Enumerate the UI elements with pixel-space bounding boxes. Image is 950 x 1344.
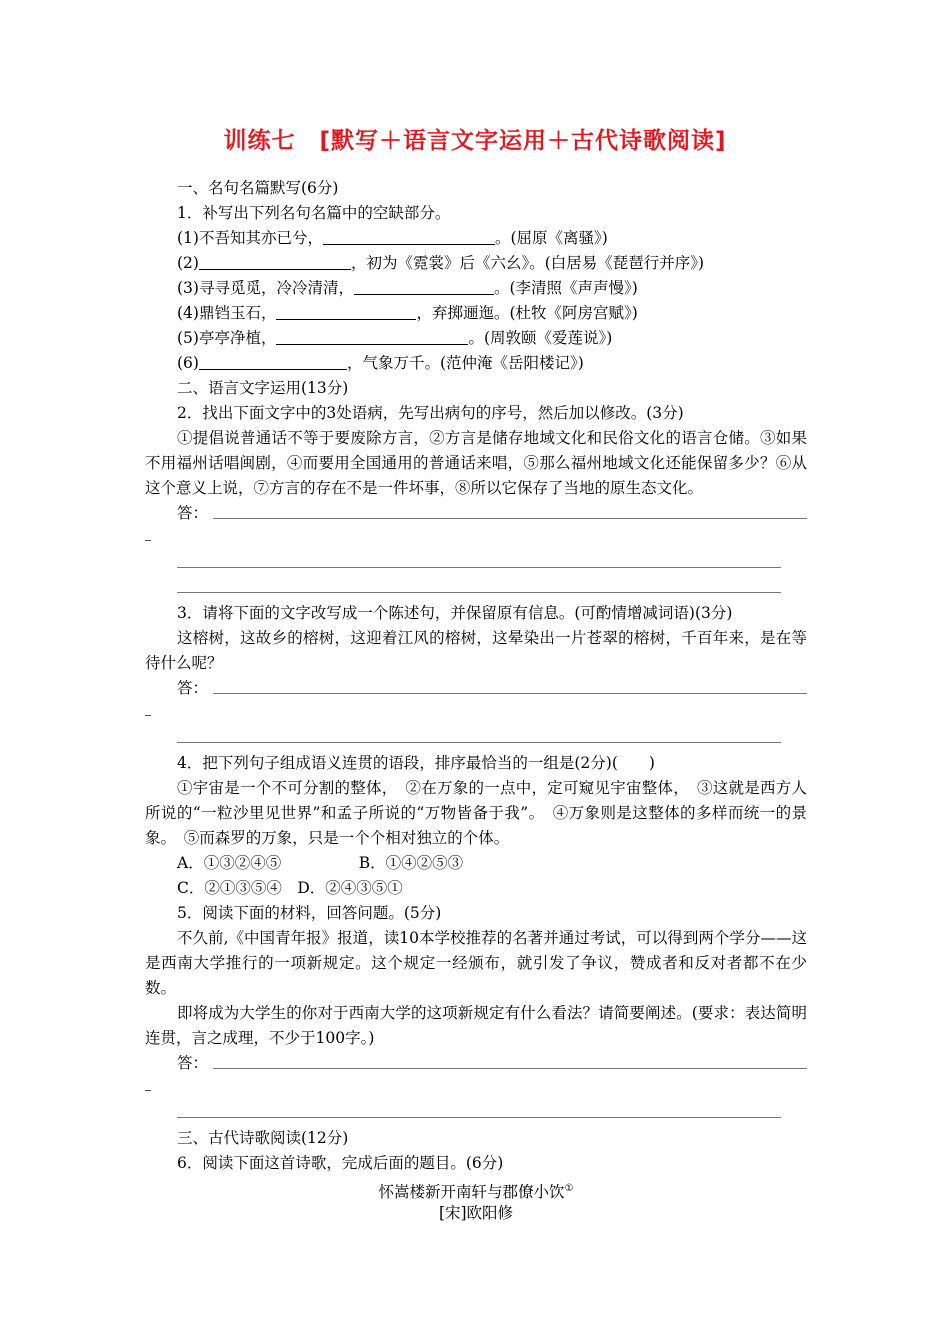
answer-line[interactable] — [145, 576, 807, 601]
page-title: 训练七 [默写＋语言文字运用＋古代诗歌阅读] — [223, 128, 727, 154]
question-5-material: 不久前,《中国青年报》报道，读10本学校推荐的名著并通过考试，可以得到两个学分——这是西南大学推行的一项新规定。这个规定一经颁布，就引发了争议，赞成者和反对者都不在少数。 — [145, 929, 807, 997]
fill-item-5: (5)亭亭净植， 。(周敦颐《爱莲说》) — [177, 329, 613, 347]
answer-blank[interactable] — [276, 328, 468, 345]
line-dash — [145, 1076, 807, 1101]
answer-line[interactable] — [145, 1051, 807, 1076]
line-dash — [145, 701, 807, 726]
answer-blank[interactable] — [199, 253, 351, 270]
section-heading: 一、名句名篇默写(6分) — [177, 179, 339, 197]
footnote-marker: ① — [564, 1183, 574, 1194]
poem-author: [宋]欧阳修 — [438, 1204, 514, 1222]
answer-line[interactable] — [145, 726, 807, 751]
answer-line[interactable] — [145, 501, 807, 526]
answer-blank[interactable] — [199, 353, 347, 370]
answer-line[interactable] — [145, 676, 807, 701]
answer-label: 答： — [177, 679, 209, 697]
question-5-prompt: 即将成为大学生的你对于西南大学的这项新规定有什么看法？请简要阐述。(要求：表达简明连贯，言之成理，不少于100字。) — [145, 1004, 807, 1047]
fill-item-3: (3)寻寻觅觅，冷冷清清， 。(李清照《声声慢》) — [177, 279, 638, 297]
question-4-options-cd[interactable]: C．②①③⑤④ D．②④③⑤① — [177, 879, 403, 897]
document-body — [145, 176, 807, 1226]
answer-line[interactable] — [145, 1101, 807, 1126]
fill-item-2: (2) ，初为《霓裳》后《六幺》。(白居易《琵琶行并序》) — [177, 254, 705, 272]
fill-item-6: (6) ，气象万千。(范仲淹《岳阳楼记》) — [177, 354, 584, 372]
question-1: 1．补写出下列名句名篇中的空缺部分。 — [177, 204, 451, 222]
answer-blank[interactable] — [276, 303, 416, 320]
answer-blank[interactable] — [323, 228, 495, 245]
question-5: 5．阅读下面的材料，回答问题。(5分) — [177, 904, 442, 922]
answer-label: 答： — [177, 1054, 209, 1072]
answer-blank[interactable] — [354, 278, 494, 295]
fill-item-1: (1)不吾知其亦已兮， 。(屈原《离骚》) — [177, 229, 608, 247]
question-6: 6．阅读下面这首诗歌，完成后面的题目。(6分) — [177, 1154, 504, 1172]
answer-line[interactable] — [145, 551, 807, 576]
question-3: 3．请将下面的文字改写成一个陈述句，并保留原有信息。(可酌情增减词语)(3分) — [177, 604, 733, 622]
answer-label: 答： — [177, 504, 209, 522]
line-dash — [145, 526, 807, 551]
question-4-text: ①宇宙是一个不可分割的整体， ②在万象的一点中，定可窥见宇宙整体， ③这就是西方人所说的“一粒沙里见世界”和孟子所说的“万物皆备于我”。 ④万象则是这整体的多样而统一的景象。 ⑤而森罗的万象，只是一个个相对独立的个体。 — [145, 779, 807, 847]
question-3-text: 这榕树，这故乡的榕树，这迎着江风的榕树，这晕染出一片苍翠的榕树，千百年来，是在等待什么呢？ — [145, 629, 807, 672]
question-4-options-ab[interactable]: A．①③②④⑤ B．①④②⑤③ — [177, 854, 464, 872]
poem-title: 怀嵩楼新开南轩与郡僚小饮① — [378, 1183, 574, 1202]
question-2-text: ①提倡说普通话不等于要废除方言，②方言是储存地域文化和民俗文化的语言仓储。③如果不用福州话唱闽剧，④而要用全国通用的普通话来唱，⑤那么福州地域文化还能保留多少？⑥从这个意义上说，⑦方言的存在不是一件坏事，⑧所以它保存了当地的原生态文化。 — [145, 429, 807, 497]
question-4: 4．把下列句子组成语义连贯的语段，排序最恰当的一组是(2分)( ) — [177, 754, 655, 772]
section-heading: 三、古代诗歌阅读(12分) — [177, 1129, 349, 1147]
question-2: 2．找出下面文字中的3处语病，先写出病句的序号，然后加以修改。(3分) — [177, 404, 684, 422]
fill-item-4: (4)鼎铛玉石， ，弃掷逦迤。(杜牧《阿房宫赋》) — [177, 304, 638, 322]
section-heading: 二、语言文字运用(13分) — [177, 379, 349, 397]
